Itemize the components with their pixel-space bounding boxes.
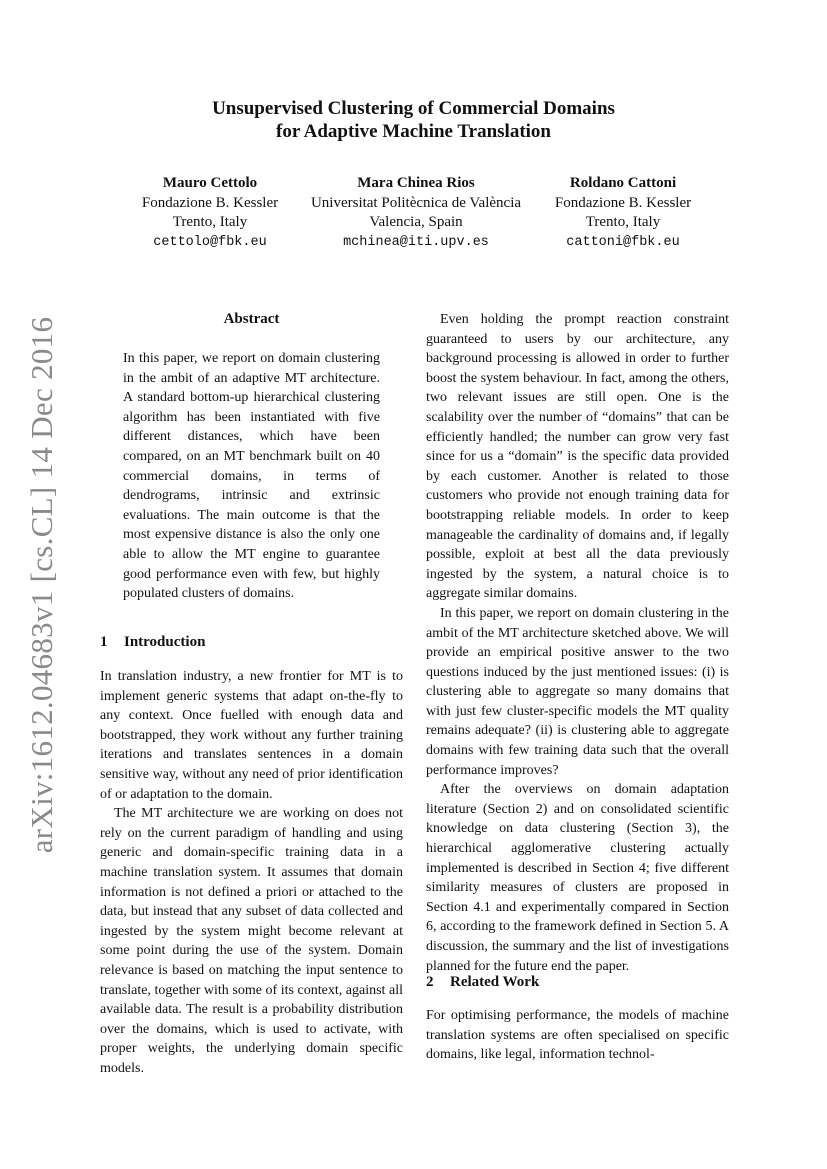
author-affiliation: Fondazione B. Kessler	[141, 194, 279, 211]
right-column-text	[426, 310, 729, 976]
right-column-related-work-text	[426, 1006, 729, 1065]
section-number: 1	[100, 634, 108, 650]
author-location: Valencia, Spain	[369, 214, 463, 230]
paragraph: In translation industry, a new frontier for MT is to implement generic systems that adapt on-the-fly to any context. Once fuelled with enough data and bootstrapped, they work without any further training iterations and translates sentences in a domain sensitive way, without any need of prior identification of or adaptation to the domain.	[100, 669, 403, 802]
author-email: cattoni@fbk.eu	[566, 234, 680, 250]
paragraph: After the overviews on domain adaptation literature (Section 2) and on consolidated scientific knowledge on data clustering (Section 3), the hierarchical agglomerative clustering actually implemented is described in Section 4; five different similarity measures of clusters are proposed in Section 4.1 and experimentally compared in Section 6, according to the framework defined in Section 5. A discussion, the summary and the list of investigations planned for the future end the paper.	[426, 782, 729, 974]
paper-title-line-1: Unsupervised Clustering of Commercial Domains	[212, 98, 615, 119]
paragraph: The MT architecture we are working on does not rely on the current paradigm of handling and using generic and domain-specific training data in a machine translation system. It assumes that domain information is not defined a priori or attached to the data, but instead that any subset of data collected and ingested by the system might become relevant at some point during the use of the system. Domain relevance is based on matching the input sentence to translate, together with some of its context, against all available data. The result is a probability distribution over the domains, which is used to activate, with proper weights, the underlying domain specific models.	[100, 806, 403, 1076]
author-affiliation: Universitat Politècnica de València	[310, 194, 522, 211]
author-email: cettolo@fbk.eu	[153, 234, 267, 250]
author-location: Trento, Italy	[172, 214, 248, 230]
paragraph: Even holding the prompt reaction constraint guaranteed to users by our architecture, any background processing is allowed in order to further boost the system behaviour. In fact, among the others, two relevant issues are still open. One is the scalability over the number of “domains” that can be efficiently handled; the number can grow very fast since for us a “domain” is the specific data provided by each customer. Another is related to those customers who provide not enough training data for bootstrapping reliable models. In order to keep manageable the cardinality of domains and, if legally possible, exploit at best all the data previously ingested by the system, a natural choice is to aggregate similar domains.	[426, 312, 729, 602]
author-block	[542, 174, 704, 252]
arxiv-identifier-stamp: arXiv:1612.04683v1 [cs.CL] 14 Dec 2016	[24, 316, 59, 854]
paragraph: In this paper, we report on domain clustering in the ambit of the MT architecture sketched above. We will provide an empirical positive answer to the two questions induced by the just mentioned issues: (i) is clustering able to aggregate so many domains that with just few cluster-specific models the MT quality remains adequate? (ii) is clustering able to aggregate domains with few training data such that the overall performance improves?	[426, 605, 729, 778]
author-name: Mara Chinea Rios	[357, 175, 475, 191]
left-column-text	[100, 667, 403, 1078]
section-heading-related-work	[426, 974, 539, 991]
section-heading-introduction	[100, 634, 205, 651]
author-location: Trento, Italy	[585, 214, 661, 230]
paragraph: For optimising performance, the models of machine translation systems are often specialised on specific domains, like legal, information technol-	[426, 1008, 729, 1063]
section-title: Introduction	[124, 634, 206, 650]
abstract-heading: Abstract	[223, 311, 280, 327]
abstract-text: In this paper, we report on domain clustering in the ambit of an adaptive MT architecture. A standard bottom-up hierarchical clustering algorithm has been instantiated with five different distances, which have been compared, on an MT benchmark built on 40 commercial domains, in terms of dendrograms, intrinsic and extrinsic evaluations. The main outcome is that the most expensive distance is also the only one able to allow the MT engine to guarantee good performance even with few, but highly populated clusters of domains.	[123, 351, 380, 602]
author-name: Roldano Cattoni	[569, 175, 677, 191]
author-block	[294, 174, 538, 252]
paper-title-line-2: for Adaptive Machine Translation	[276, 121, 551, 142]
author-block	[130, 174, 290, 252]
author-name: Mauro Cettolo	[162, 175, 258, 191]
author-affiliation: Fondazione B. Kessler	[554, 194, 692, 211]
author-email: mchinea@iti.upv.es	[343, 234, 489, 250]
section-number: 2	[426, 974, 434, 990]
section-title: Related Work	[450, 974, 540, 990]
